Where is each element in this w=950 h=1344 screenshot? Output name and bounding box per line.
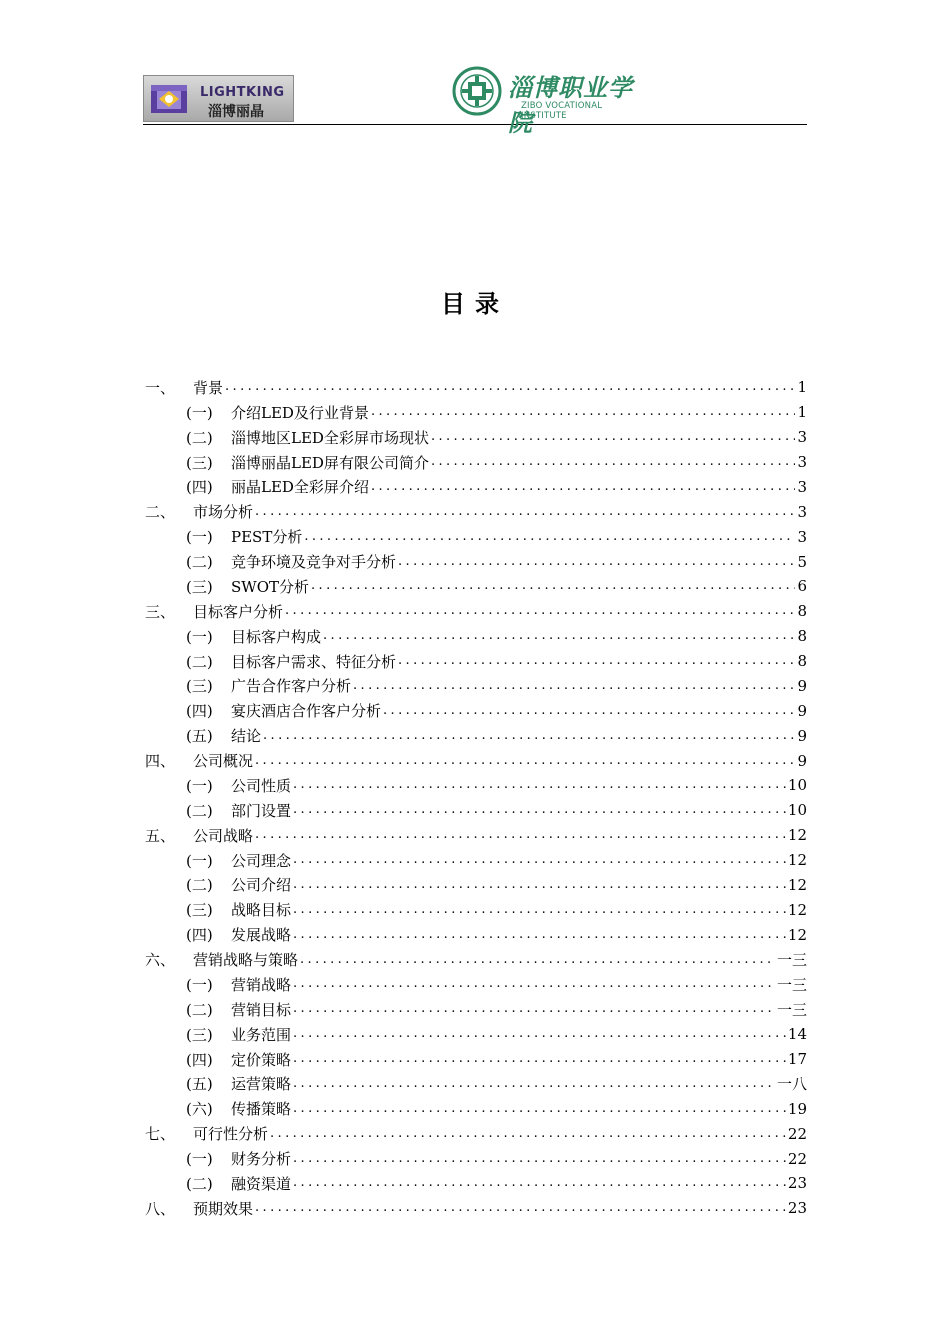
toc-entry-page: 一三 (776, 975, 807, 994)
toc-entry-title: 融资渠道 (231, 1174, 292, 1193)
toc-entry-number: (二) (186, 553, 213, 572)
toc-entry-page: 9 (797, 751, 807, 770)
toc-dot-leader (293, 1099, 786, 1119)
toc-dot-leader (225, 377, 795, 397)
toc-entry-section[interactable] (145, 375, 807, 400)
toc-entry-page: 3 (797, 527, 807, 546)
toc-entry-title: 公司介绍 (231, 876, 292, 895)
toc-entry-number: 七、 (145, 1125, 176, 1144)
toc-entry-page: 3 (797, 477, 807, 496)
toc-entry-page: 6 (797, 577, 807, 596)
toc-entry-number: (三) (186, 453, 213, 472)
toc-dot-leader (398, 552, 795, 572)
toc-dot-leader (293, 800, 786, 820)
toc-entry-title: 营销战略 (231, 975, 292, 994)
toc-entry-page: 3 (797, 453, 807, 472)
toc-entry-title: 竞争环境及竞争对手分析 (231, 553, 397, 572)
toc-entry-title: 运营策略 (231, 1075, 292, 1094)
toc-entry-page: 12 (787, 900, 807, 919)
lightking-logo-cn: 淄博丽晶 (208, 104, 264, 120)
toc-dot-leader (263, 726, 795, 746)
toc-entry-section[interactable] (145, 599, 807, 624)
toc-dot-leader (383, 701, 795, 721)
toc-entry-title: 介绍LED及行业背景 (231, 403, 369, 422)
toc-entry-page: 一三 (776, 1000, 807, 1019)
toc-entry-number: (一) (186, 627, 213, 646)
toc-dot-leader (300, 950, 775, 970)
toc-entry-title: 背景 (193, 378, 224, 397)
toc-entry-number: (二) (186, 652, 213, 671)
toc-entry-number: (四) (186, 1050, 213, 1069)
toc-dot-leader (304, 527, 795, 547)
toc-entry-number: 三、 (145, 602, 176, 621)
toc-entry-title: 财务分析 (231, 1150, 292, 1169)
toc-entry-title: 淄博地区LED全彩屏市场现状 (231, 428, 429, 447)
toc-entry-section[interactable] (145, 947, 807, 972)
toc-entry-section[interactable] (145, 1196, 807, 1221)
lightking-logo-en: LIGHTKING (200, 85, 285, 100)
toc-entry-title: 定价策略 (231, 1050, 292, 1069)
toc-dot-leader (293, 1074, 775, 1094)
toc-dot-leader (371, 477, 796, 497)
toc-dot-leader (293, 999, 775, 1019)
toc-entry-subsection[interactable] (145, 997, 807, 1022)
toc-entry-page: 8 (797, 602, 807, 621)
toc-entry-page: 12 (787, 851, 807, 870)
toc-entry-title: 营销目标 (231, 1000, 292, 1019)
toc-entry-subsection[interactable] (145, 1096, 807, 1121)
toc-entry-title: 广告合作客户分析 (231, 677, 352, 696)
toc-entry-number: (一) (186, 975, 213, 994)
toc-dot-leader (293, 1049, 786, 1069)
toc-entry-title: 部门设置 (231, 801, 292, 820)
toc-entry-number: (五) (186, 727, 213, 746)
toc-entry-title: 结论 (231, 727, 262, 746)
toc-entry-number: 二、 (145, 503, 176, 522)
toc-entry-title: 可行性分析 (193, 1125, 269, 1144)
zibo-institute-logo (448, 64, 648, 137)
toc-entry-number: (二) (186, 876, 213, 895)
toc-dot-leader (293, 1024, 786, 1044)
toc-entry-subsection[interactable] (145, 723, 807, 748)
toc-entry-subsection[interactable] (145, 972, 807, 997)
toc-entry-subsection[interactable] (145, 873, 807, 898)
toc-entry-subsection[interactable] (145, 1047, 807, 1072)
toc-entry-subsection[interactable] (145, 848, 807, 873)
toc-dot-leader (398, 651, 795, 671)
toc-entry-title: 宴庆酒店合作客户分析 (231, 702, 382, 721)
toc-dot-leader (293, 1173, 786, 1193)
toc-entry-number: (四) (186, 926, 213, 945)
toc-dot-leader (293, 875, 786, 895)
toc-dot-leader (285, 601, 795, 621)
toc-entry-title: 预期效果 (193, 1199, 254, 1218)
toc-entry-page: 3 (797, 502, 807, 521)
toc-entry-subsection[interactable] (145, 1171, 807, 1196)
table-of-contents (145, 375, 807, 1221)
toc-entry-number: (二) (186, 801, 213, 820)
toc-entry-section[interactable] (145, 499, 807, 524)
toc-entry-subsection[interactable] (145, 798, 807, 823)
toc-dot-leader (255, 751, 795, 771)
toc-entry-subsection[interactable] (145, 897, 807, 922)
toc-dot-leader (255, 825, 786, 845)
toc-entry-title: 公司概况 (193, 752, 254, 771)
toc-entry-number: (二) (186, 428, 213, 447)
toc-entry-page: 3 (797, 428, 807, 447)
toc-entry-title: 丽晶LED全彩屏介绍 (231, 478, 369, 497)
toc-entry-subsection[interactable] (145, 574, 807, 599)
toc-entry-title: 目标客户构成 (231, 627, 322, 646)
toc-entry-number: 八、 (145, 1199, 176, 1218)
toc-entry-title: 目标客户需求、特征分析 (231, 652, 397, 671)
toc-entry-page: 1 (797, 378, 807, 397)
toc-entry-page: 22 (787, 1149, 807, 1168)
toc-dot-leader (431, 452, 796, 472)
toc-entry-number: (三) (186, 901, 213, 920)
toc-entry-number: (一) (186, 851, 213, 870)
toc-dot-leader (311, 576, 795, 596)
toc-entry-page: 9 (797, 726, 807, 745)
toc-entry-title: 市场分析 (193, 503, 254, 522)
toc-entry-number: (三) (186, 1025, 213, 1044)
toc-dot-leader (293, 775, 786, 795)
toc-entry-title: 营销战略与策略 (193, 951, 299, 970)
zibo-seal-icon (452, 66, 502, 116)
toc-entry-subsection[interactable] (145, 475, 807, 500)
toc-dot-leader (293, 900, 786, 920)
toc-entry-number: (一) (186, 776, 213, 795)
toc-entry-number: 四、 (145, 752, 176, 771)
toc-entry-number: (二) (186, 1000, 213, 1019)
toc-entry-number: (四) (186, 478, 213, 497)
toc-dot-leader (255, 502, 795, 522)
toc-entry-number: 一、 (145, 378, 176, 397)
toc-entry-title: PEST分析 (231, 528, 303, 547)
toc-entry-section[interactable] (145, 748, 807, 773)
toc-dot-leader (371, 402, 796, 422)
toc-entry-subsection[interactable] (145, 1022, 807, 1047)
lightking-logo (143, 75, 294, 122)
toc-entry-number: (五) (186, 1075, 213, 1094)
page-header (143, 62, 807, 137)
toc-dot-leader (353, 676, 795, 696)
toc-dot-leader (293, 974, 775, 994)
toc-entry-page: 10 (787, 776, 807, 795)
toc-entry-number: (一) (186, 528, 213, 547)
toc-entry-subsection[interactable] (145, 450, 807, 475)
toc-entry-title: 战略目标 (231, 901, 292, 920)
toc-entry-section[interactable] (145, 823, 807, 848)
toc-entry-subsection[interactable] (145, 524, 807, 549)
toc-entry-subsection[interactable] (145, 549, 807, 574)
toc-entry-subsection[interactable] (145, 773, 807, 798)
toc-entry-page: 23 (787, 1199, 807, 1218)
toc-entry-title: 公司性质 (231, 776, 292, 795)
toc-dot-leader (431, 427, 796, 447)
toc-entry-subsection[interactable] (145, 1072, 807, 1097)
toc-entry-subsection[interactable] (145, 922, 807, 947)
toc-entry-page: 19 (787, 1099, 807, 1118)
toc-entry-number: 六、 (145, 951, 176, 970)
toc-dot-leader (323, 626, 795, 646)
toc-entry-number: (二) (186, 1174, 213, 1193)
lightking-mark-icon (149, 83, 189, 115)
toc-entry-subsection[interactable] (145, 674, 807, 699)
toc-entry-page: 一三 (776, 951, 807, 970)
toc-entry-number: (三) (186, 577, 213, 596)
toc-entry-number: (四) (186, 702, 213, 721)
toc-entry-number: (一) (186, 403, 213, 422)
toc-dot-leader (293, 850, 786, 870)
toc-entry-page: 12 (787, 875, 807, 894)
toc-entry-title: SWOT分析 (231, 577, 309, 596)
toc-entry-subsection[interactable] (145, 698, 807, 723)
toc-entry-page: 9 (797, 676, 807, 695)
toc-entry-page: 5 (797, 552, 807, 571)
toc-entry-page: 8 (797, 652, 807, 671)
page-title: 目录 (441, 290, 509, 318)
toc-entry-title: 业务范围 (231, 1025, 292, 1044)
toc-entry-page: 14 (787, 1025, 807, 1044)
toc-entry-section[interactable] (145, 1121, 807, 1146)
toc-entry-page: 12 (787, 925, 807, 944)
toc-entry-page: 9 (797, 701, 807, 720)
toc-entry-page: 一八 (776, 1075, 807, 1094)
toc-entry-number: 五、 (145, 826, 176, 845)
zibo-logo-en: ZIBO VOCATIONAL INSTITUTE (521, 101, 603, 121)
toc-entry-title: 公司战略 (193, 826, 254, 845)
toc-entry-page: 10 (787, 801, 807, 820)
zibo-logo-cn: 淄博职业学院 (508, 74, 633, 137)
toc-entry-number: (一) (186, 1150, 213, 1169)
toc-dot-leader (270, 1124, 786, 1144)
toc-entry-subsection[interactable] (145, 649, 807, 674)
toc-entry-subsection[interactable] (145, 425, 807, 450)
toc-dot-leader (255, 1198, 786, 1218)
toc-entry-number: (三) (186, 677, 213, 696)
toc-entry-page: 12 (787, 826, 807, 845)
toc-entry-page: 23 (787, 1174, 807, 1193)
toc-entry-page: 1 (797, 403, 807, 422)
toc-dot-leader (293, 1149, 786, 1169)
toc-entry-page: 8 (797, 627, 807, 646)
toc-entry-title: 目标客户分析 (193, 602, 284, 621)
toc-entry-page: 22 (787, 1124, 807, 1143)
toc-entry-title: 淄博丽晶LED屏有限公司简介 (231, 453, 429, 472)
toc-entry-subsection[interactable] (145, 1146, 807, 1171)
toc-entry-page: 17 (787, 1050, 807, 1069)
toc-entry-title: 公司理念 (231, 851, 292, 870)
toc-dot-leader (293, 925, 786, 945)
toc-entry-subsection[interactable] (145, 400, 807, 425)
toc-entry-title: 传播策略 (231, 1100, 292, 1119)
toc-entry-title: 发展战略 (231, 926, 292, 945)
toc-entry-subsection[interactable] (145, 624, 807, 649)
toc-entry-number: (六) (186, 1100, 213, 1119)
